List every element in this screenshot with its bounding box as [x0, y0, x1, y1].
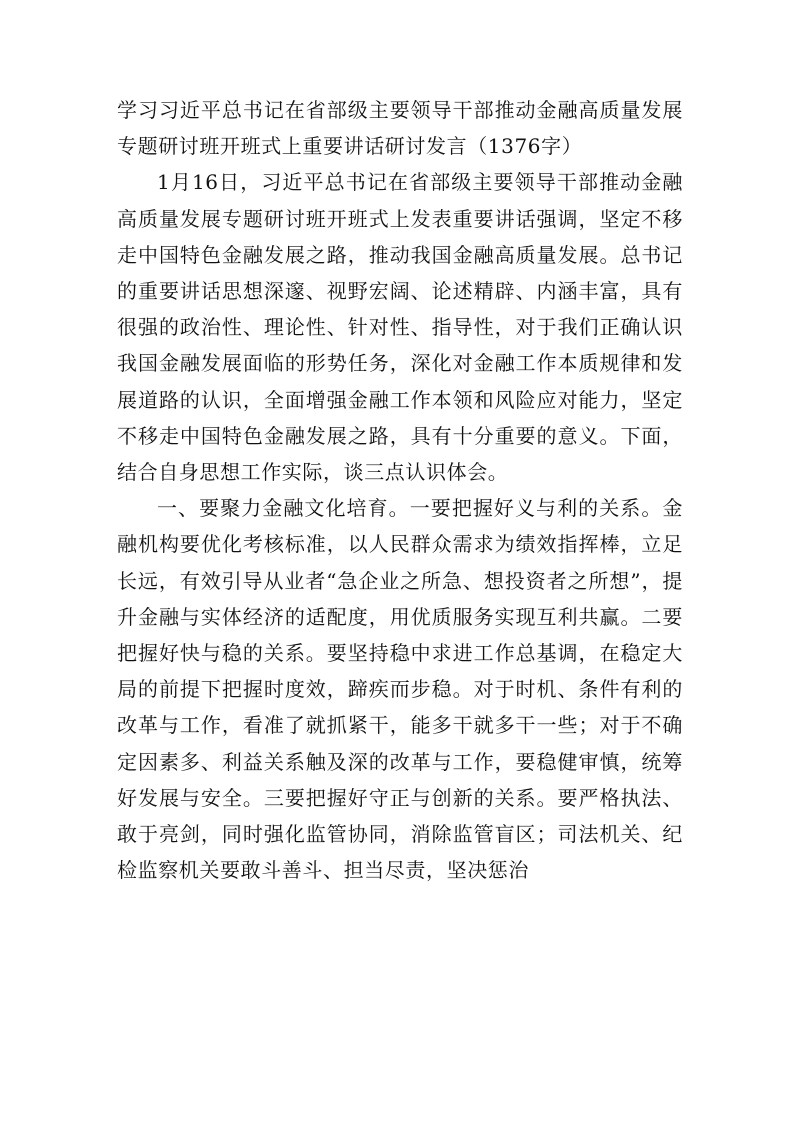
paragraph-intro: 1月16日，习近平总书记在省部级主要领导干部推动金融高质量发展专题研讨班开班式上发表重要讲话强调，坚定不移走中国特色金融发展之路，推动我国金融高质量发展。总书记的重要讲话思想深邃、视野宏阔、论述精辟、内涵丰富，具有很强的政治性、理论性、针对性、指导性，对于我们正确认识我国金融发展面临的形势任务，深化对金融工作本质规律和发展道路的认识，全面增强金融工作本领和风险应对能力，坚定不移走中国特色金融发展之路，具有十分重要的意义。下面，结合自身思想工作实际，谈三点认识体会。	[117, 170, 683, 485]
document-page	[117, 92, 683, 888]
document-title: 学习习近平总书记在省部级主要领导干部推动金融高质量发展专题研讨班开班式上重要讲话研讨发言（1376字）	[117, 98, 683, 159]
paragraph-section-one: 一、要聚力金融文化培育。一要把握好义与利的关系。金融机构要优化考核标准，以人民群众需求为绩效指挥棒，立足长远，有效引导从业者“急企业之所急、想投资者之所想”，提升金融与实体经济的适配度，用优质服务实现互利共赢。二要把握好快与稳的关系。要坚持稳中求进工作总基调，在稳定大局的前提下把握时度效，蹄疾而步稳。对于时机、条件有利的改革与工作，看准了就抓紧干，能多干就多干一些；对于不确定因素多、利益关系触及深的改革与工作，要稳健审慎，统筹好发展与安全。三要把握好守正与创新的关系。要严格执法、敢于亮剑，同时强化监管协同，消除监管盲区；司法机关、纪检监察机关要敢斗善斗、担当尽责，坚决惩治	[117, 496, 683, 883]
